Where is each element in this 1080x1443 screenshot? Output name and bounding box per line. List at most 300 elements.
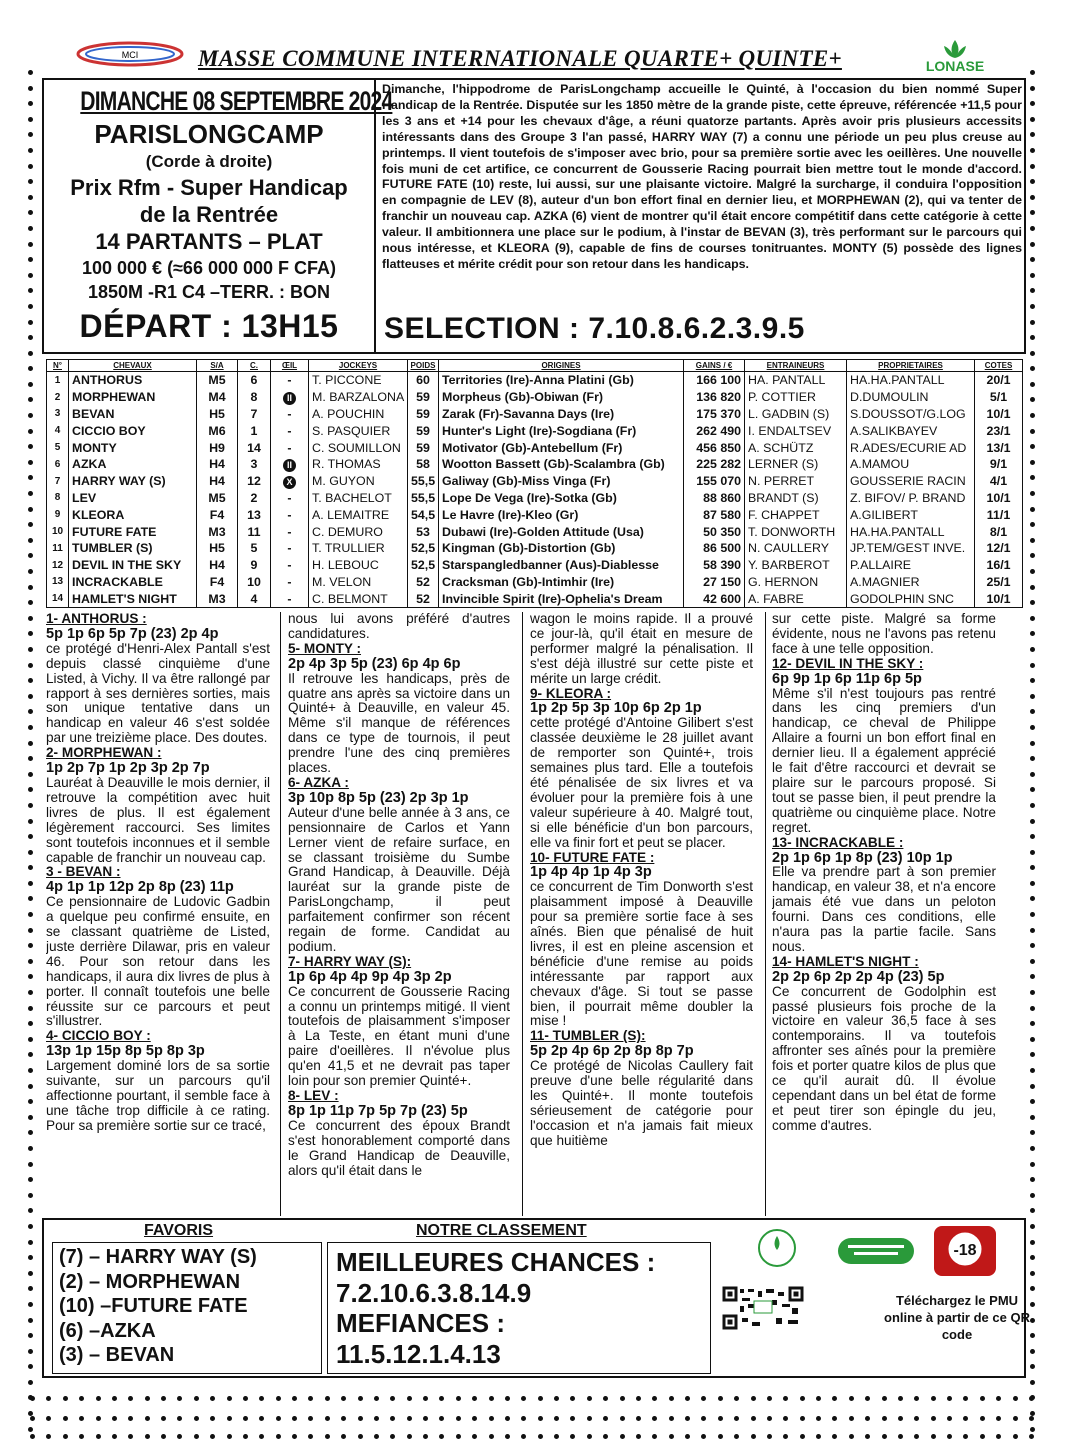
border-dot bbox=[28, 382, 33, 387]
border-dot bbox=[898, 1396, 903, 1401]
border-dot bbox=[423, 1416, 428, 1421]
table-cell: 86 500 bbox=[684, 540, 745, 557]
table-cell: 5 bbox=[238, 540, 271, 557]
border-dot bbox=[28, 1068, 33, 1073]
border-dot bbox=[1030, 616, 1035, 621]
border-dot bbox=[407, 1434, 412, 1439]
border-dot bbox=[28, 1224, 33, 1229]
table-cell: T. PICCONE bbox=[309, 372, 408, 389]
table-header-row bbox=[47, 360, 1023, 372]
horse-comment-title: 5- MONTY : bbox=[288, 640, 362, 656]
table-cell: Morpheus (Gb)-Obiwan (Fr) bbox=[439, 389, 684, 406]
table-cell: 166 100 bbox=[684, 372, 745, 389]
table-cell: M5 bbox=[197, 372, 238, 389]
table-cell: A.GILIBERT bbox=[847, 506, 975, 523]
blinkers-icon: II bbox=[283, 392, 296, 405]
border-dot bbox=[28, 663, 33, 668]
border-dot bbox=[1030, 117, 1035, 122]
border-dot bbox=[1030, 959, 1035, 964]
border-dot bbox=[570, 1416, 575, 1421]
race-header-box bbox=[42, 78, 1026, 354]
table-cell: 11 bbox=[238, 523, 271, 540]
border-dot bbox=[227, 1416, 232, 1421]
table-cell: 5 bbox=[47, 439, 69, 456]
border-dot bbox=[1030, 366, 1035, 371]
border-dot bbox=[28, 429, 33, 434]
mefiances-value: 11.5.12.1.4.13 bbox=[336, 1338, 501, 1369]
race-departure: DÉPART : 13H15 bbox=[79, 308, 339, 344]
border-dot bbox=[28, 1255, 33, 1260]
border-dot bbox=[947, 1434, 952, 1439]
border-dot bbox=[177, 1416, 182, 1421]
border-dot bbox=[276, 1416, 281, 1421]
horse-comment-title: 9- KLEORA : bbox=[530, 685, 612, 701]
table-cell: - bbox=[271, 540, 309, 557]
horse-comment-title: 3 - BEVAN : bbox=[46, 864, 121, 880]
table-cell: 13 bbox=[47, 574, 69, 591]
border-dot bbox=[1030, 304, 1035, 309]
border-dot bbox=[734, 1396, 739, 1401]
border-dot bbox=[79, 1396, 84, 1401]
table-cell: H. LEBOUC bbox=[309, 557, 408, 574]
border-dot bbox=[28, 1084, 33, 1089]
column-header: N° bbox=[47, 360, 69, 372]
border-dot bbox=[849, 1416, 854, 1421]
horse-form-line: 4p 1p 1p 12p 2p 8p (23) 11p bbox=[46, 879, 234, 896]
border-dot bbox=[96, 1396, 101, 1401]
border-dot bbox=[701, 1434, 706, 1439]
classement-box bbox=[327, 1242, 711, 1374]
comments-column-3 bbox=[530, 612, 753, 1216]
table-cell: 58 bbox=[408, 456, 439, 473]
border-dot bbox=[28, 413, 33, 418]
table-row bbox=[47, 506, 1023, 523]
table-cell: S. PASQUIER bbox=[309, 422, 408, 439]
border-dot bbox=[28, 896, 33, 901]
table-cell: 9 bbox=[238, 557, 271, 574]
border-dot bbox=[1030, 179, 1035, 184]
favori-item: (10) –FUTURE FATE bbox=[59, 1295, 248, 1317]
border-dot bbox=[28, 600, 33, 605]
border-dot bbox=[1030, 928, 1035, 933]
border-dot bbox=[1030, 569, 1035, 574]
border-dot bbox=[1030, 834, 1035, 839]
table-cell: - bbox=[271, 406, 309, 423]
border-dot bbox=[456, 1434, 461, 1439]
border-dot bbox=[28, 1286, 33, 1291]
border-dot bbox=[914, 1434, 919, 1439]
border-dot bbox=[145, 1416, 150, 1421]
border-dot bbox=[439, 1396, 444, 1401]
border-dot bbox=[1029, 1434, 1034, 1439]
table-cell: 50 350 bbox=[684, 523, 745, 540]
border-dot bbox=[1029, 1416, 1034, 1421]
table-cell: AZKA bbox=[69, 456, 197, 473]
horse-form-line: 13p 1p 15p 8p 5p 8p 3p bbox=[46, 1043, 205, 1060]
horse-comment-title: 14- HAMLET'S NIGHT : bbox=[772, 953, 919, 969]
race-purse: 100 000 € (≈66 000 000 F CFA) bbox=[81, 258, 337, 278]
table-cell: 6 bbox=[238, 372, 271, 389]
border-dot bbox=[1030, 553, 1035, 558]
border-dot bbox=[996, 1396, 1001, 1401]
border-dot bbox=[963, 1396, 968, 1401]
mefiances-label: MEFIANCES : bbox=[336, 1308, 505, 1338]
border-dot bbox=[947, 1396, 952, 1401]
border-dot bbox=[963, 1434, 968, 1439]
svg-text:MCI: MCI bbox=[121, 50, 139, 60]
border-dot bbox=[1030, 195, 1035, 200]
border-dot bbox=[767, 1396, 772, 1401]
table-cell: G. HERNON bbox=[745, 574, 847, 591]
table-row bbox=[47, 490, 1023, 507]
border-dot bbox=[30, 1434, 35, 1439]
border-dot bbox=[603, 1434, 608, 1439]
horse-comment-text: Elle va prendre part à son premier handicap, en valeur 38, et n'a encore jamais été vue dans un peloton fourni. Dans ces conditions, elle n'aura pas la partie facile. Sans nous. bbox=[772, 864, 996, 954]
border-dot bbox=[28, 709, 33, 714]
border-dot bbox=[79, 1434, 84, 1439]
horse-form-line: 1p 4p 4p 1p 4p 3p bbox=[530, 864, 652, 881]
table-cell: M6 bbox=[197, 422, 238, 439]
horse-form-line: 5p 2p 4p 6p 2p 8p 8p 7p bbox=[530, 1043, 694, 1060]
border-dot bbox=[636, 1416, 641, 1421]
border-dot bbox=[1030, 678, 1035, 683]
border-dot bbox=[1030, 491, 1035, 496]
table-cell: M. BARZALONA bbox=[309, 389, 408, 406]
table-cell: D.DUMOULIN bbox=[847, 389, 975, 406]
horse-form-line: 2p 1p 6p 1p 8p (23) 10p 1p bbox=[772, 849, 953, 866]
race-details: 1850M -R1 C4 –TERR. : BON bbox=[87, 282, 331, 302]
table-cell: FUTURE FATE bbox=[69, 523, 197, 540]
table-cell: Zarak (Fr)-Savanna Days (Ire) bbox=[439, 406, 684, 423]
column-header: C. bbox=[238, 360, 271, 372]
table-cell: 88 860 bbox=[684, 490, 745, 507]
table-cell: Lope De Vega (Ire)-Sotka (Gb) bbox=[439, 490, 684, 507]
border-dot bbox=[28, 226, 33, 231]
best-chances-label: MEILLEURES CHANCES : bbox=[336, 1247, 656, 1277]
table-cell: JP.TEM/GEST INVE. bbox=[847, 540, 975, 557]
border-dot bbox=[603, 1416, 608, 1421]
horse-form-line: 5p 1p 6p 5p 7p (23) 2p 4p bbox=[46, 625, 219, 642]
border-dot bbox=[28, 132, 33, 137]
border-dot bbox=[1030, 257, 1035, 262]
table-cell: A.SALIKBAYEV bbox=[847, 422, 975, 439]
border-dot bbox=[28, 850, 33, 855]
border-dot bbox=[1030, 1271, 1035, 1276]
border-dot bbox=[1013, 1434, 1018, 1439]
border-dot bbox=[1030, 1380, 1035, 1385]
table-cell: 6 bbox=[47, 456, 69, 473]
border-dot bbox=[145, 1434, 150, 1439]
table-cell: 1 bbox=[47, 372, 69, 389]
border-dot bbox=[1030, 70, 1035, 75]
border-dot bbox=[28, 1302, 33, 1307]
favoris-title: FAVORIS bbox=[144, 1222, 214, 1239]
border-dot bbox=[28, 288, 33, 293]
table-cell: HA.HA.PANTALL bbox=[847, 372, 975, 389]
border-dot bbox=[898, 1416, 903, 1421]
border-dot bbox=[980, 1434, 985, 1439]
lonase-logo bbox=[900, 38, 1010, 74]
border-dot bbox=[1030, 1099, 1035, 1104]
table-cell: M3 bbox=[197, 590, 238, 607]
border-dot bbox=[28, 522, 33, 527]
border-dot bbox=[292, 1416, 297, 1421]
border-dot bbox=[28, 507, 33, 512]
table-cell: 20/1 bbox=[975, 372, 1023, 389]
border-dot bbox=[1030, 850, 1035, 855]
border-dot bbox=[28, 1333, 33, 1338]
border-dot bbox=[28, 538, 33, 543]
table-cell: F4 bbox=[197, 506, 238, 523]
border-dot bbox=[865, 1416, 870, 1421]
border-dot bbox=[456, 1396, 461, 1401]
border-dot bbox=[28, 1021, 33, 1026]
border-dot bbox=[28, 1240, 33, 1245]
qr-code-icon[interactable] bbox=[722, 1286, 804, 1330]
border-dot bbox=[28, 491, 33, 496]
border-dot bbox=[1030, 429, 1035, 434]
race-date: DIMANCHE 08 SEPTEMBRE 2024 bbox=[80, 86, 393, 116]
table-cell: S.DOUSSOT/G.LOG bbox=[847, 406, 975, 423]
table-row bbox=[47, 523, 1023, 540]
column-header: JOCKEYS bbox=[309, 360, 408, 372]
horse-comment-title: 13- INCRACKABLE : bbox=[772, 834, 904, 850]
table-cell: A. POUCHIN bbox=[309, 406, 408, 423]
border-dot bbox=[28, 1146, 33, 1151]
border-dot bbox=[128, 1396, 133, 1401]
pmu-download-text: Téléchargez le PMU online à partir de ce QR code bbox=[884, 1293, 1030, 1342]
table-cell: N. CAULLERY bbox=[745, 540, 847, 557]
border-dot bbox=[1030, 663, 1035, 668]
horse-form-line: 3p 10p 8p 5p (23) 2p 3p 1p bbox=[288, 789, 469, 806]
border-dot bbox=[751, 1416, 756, 1421]
table-cell: 8 bbox=[238, 389, 271, 406]
table-cell: - bbox=[271, 523, 309, 540]
column-header: GAINS / € bbox=[684, 360, 745, 372]
horse-comment-text: Ce concurrent de Godolphin est passé plusieurs fois proche de la victoire en valeur 36,5 face à ses contemporains. Il va toutefois affronter ses aînés pour la première fois et porter quatre kilos de plus que ce qu'il aurait dû. Il évolue cependant dans un bel état de forme et peut tirer son épingle du jeu, comme d'autres. bbox=[772, 983, 996, 1133]
border-dot bbox=[538, 1434, 543, 1439]
table-cell: 59 bbox=[408, 406, 439, 423]
border-dot bbox=[28, 990, 33, 995]
table-cell: 14 bbox=[47, 590, 69, 607]
table-cell: 54,5 bbox=[408, 506, 439, 523]
border-dot bbox=[718, 1396, 723, 1401]
table-cell: - bbox=[271, 590, 309, 607]
border-dot bbox=[28, 1130, 33, 1135]
border-dot bbox=[145, 1396, 150, 1401]
border-dot bbox=[28, 1427, 33, 1432]
table-cell: 10 bbox=[47, 523, 69, 540]
border-dot bbox=[28, 553, 33, 558]
table-cell: M3 bbox=[197, 523, 238, 540]
border-dot bbox=[227, 1434, 232, 1439]
border-dot bbox=[161, 1434, 166, 1439]
border-dot bbox=[1030, 1193, 1035, 1198]
table-cell: Cracksman (Gb)-Intimhir (Ire) bbox=[439, 574, 684, 591]
table-cell: 3 bbox=[238, 456, 271, 473]
border-dot bbox=[259, 1416, 264, 1421]
table-cell: - bbox=[271, 439, 309, 456]
border-dot bbox=[1030, 585, 1035, 590]
border-dot bbox=[1030, 226, 1035, 231]
border-dot bbox=[1030, 164, 1035, 169]
favori-item: (3) – BEVAN bbox=[59, 1344, 175, 1366]
horse-comment-title: 10- FUTURE FATE : bbox=[530, 849, 655, 865]
table-cell: 12 bbox=[47, 557, 69, 574]
border-dot bbox=[505, 1434, 510, 1439]
border-dot bbox=[28, 242, 33, 247]
border-dot bbox=[1030, 1006, 1035, 1011]
border-dot bbox=[1030, 1052, 1035, 1057]
table-row bbox=[47, 473, 1023, 490]
border-dot bbox=[1030, 912, 1035, 917]
border-dot bbox=[96, 1416, 101, 1421]
border-dot bbox=[407, 1396, 412, 1401]
border-dot bbox=[456, 1416, 461, 1421]
table-cell: H4 bbox=[197, 557, 238, 574]
border-dot bbox=[28, 1177, 33, 1182]
border-dot bbox=[472, 1396, 477, 1401]
table-cell: P.ALLAIRE bbox=[847, 557, 975, 574]
horse-comment-title: 12- DEVIL IN THE SKY : bbox=[772, 655, 924, 671]
border-dot bbox=[1030, 1130, 1035, 1135]
border-dot bbox=[374, 1396, 379, 1401]
table-cell: 3 bbox=[47, 406, 69, 423]
border-dot bbox=[1013, 1396, 1018, 1401]
border-dot bbox=[28, 631, 33, 636]
horse-comment-title: 7- HARRY WAY (S): bbox=[288, 953, 412, 969]
border-dot bbox=[489, 1434, 494, 1439]
border-dot bbox=[177, 1396, 182, 1401]
border-dot bbox=[46, 1396, 51, 1401]
border-dot bbox=[63, 1416, 68, 1421]
border-dot bbox=[423, 1434, 428, 1439]
horse-comment-title: 2- MORPHEWAN : bbox=[46, 745, 162, 761]
age-restriction-icon bbox=[932, 1224, 998, 1278]
horse-comment-title: 6- AZKA : bbox=[288, 774, 349, 790]
table-cell: 53 bbox=[408, 523, 439, 540]
runners-table bbox=[46, 359, 1023, 608]
border-dot bbox=[832, 1396, 837, 1401]
border-dot bbox=[963, 1416, 968, 1421]
table-cell: 52 bbox=[408, 574, 439, 591]
border-dot bbox=[194, 1396, 199, 1401]
border-dot bbox=[28, 694, 33, 699]
border-dot bbox=[1030, 1427, 1035, 1432]
border-dot bbox=[1030, 444, 1035, 449]
favori-item: (6) –AZKA bbox=[59, 1319, 156, 1342]
border-dot bbox=[1030, 600, 1035, 605]
horse-comment-title: 1- ANTHORUS : bbox=[46, 612, 147, 626]
border-dot bbox=[1030, 1224, 1035, 1229]
border-dot bbox=[28, 725, 33, 730]
border-dot bbox=[1030, 1084, 1035, 1089]
border-dot bbox=[816, 1416, 821, 1421]
table-cell: T. TRULLIER bbox=[309, 540, 408, 557]
horse-comment-title: 8- LEV : bbox=[288, 1088, 339, 1103]
border-dot bbox=[79, 1416, 84, 1421]
border-dot bbox=[1030, 741, 1035, 746]
comments-column-2 bbox=[288, 612, 510, 1216]
horse-comment-text: Il retrouve les handicaps, près de quatre ans après sa victoire dans un Quinté+ à Deauville, en valeur 45. Même s'il manque de références dans ce type de tournois, il peut prendre l'une des cinq premières places. bbox=[288, 670, 510, 776]
border-dot bbox=[128, 1434, 133, 1439]
table-cell: I. ENDALTSEV bbox=[745, 422, 847, 439]
table-cell: 27 150 bbox=[684, 574, 745, 591]
table-cell: MORPHEWAN bbox=[69, 389, 197, 406]
table-cell: HAMLET'S NIGHT bbox=[69, 590, 197, 607]
border-dot bbox=[570, 1434, 575, 1439]
table-cell: 16/1 bbox=[975, 557, 1023, 574]
bottom-dot-border-2 bbox=[30, 1416, 1034, 1422]
border-dot bbox=[194, 1434, 199, 1439]
border-dot bbox=[28, 257, 33, 262]
border-dot bbox=[28, 974, 33, 979]
border-dot bbox=[620, 1434, 625, 1439]
border-dot bbox=[325, 1434, 330, 1439]
table-row bbox=[47, 422, 1023, 439]
border-dot bbox=[325, 1416, 330, 1421]
classement-title: NOTRE CLASSEMENT bbox=[416, 1222, 587, 1239]
border-dot bbox=[767, 1416, 772, 1421]
table-cell: A.MAMOU bbox=[847, 456, 975, 473]
border-dot bbox=[28, 803, 33, 808]
border-dot bbox=[28, 335, 33, 340]
table-cell: - bbox=[271, 557, 309, 574]
border-dot bbox=[28, 943, 33, 948]
border-dot bbox=[1030, 210, 1035, 215]
right-dot-border bbox=[1028, 70, 1036, 1433]
table-cell: T. DONWORTH bbox=[745, 523, 847, 540]
border-dot bbox=[1030, 881, 1035, 886]
table-cell: Dubawi (Ire)-Golden Attitude (Usa) bbox=[439, 523, 684, 540]
table-cell: H4 bbox=[197, 456, 238, 473]
comments-column-1 bbox=[46, 612, 270, 1216]
border-dot bbox=[28, 1364, 33, 1369]
green-badge-icon bbox=[836, 1236, 916, 1266]
table-cell: INCRACKABLE bbox=[69, 574, 197, 591]
border-dot bbox=[1030, 1208, 1035, 1213]
border-dot bbox=[28, 1162, 33, 1167]
table-cell: 55,5 bbox=[408, 473, 439, 490]
border-dot bbox=[308, 1416, 313, 1421]
border-dot bbox=[28, 647, 33, 652]
table-cell: Le Havre (Ire)-Kleo (Gr) bbox=[439, 506, 684, 523]
border-dot bbox=[28, 1193, 33, 1198]
horse-form-line: 2p 4p 3p 5p (23) 6p 4p 6p bbox=[288, 655, 461, 672]
table-cell: HARRY WAY (S) bbox=[69, 473, 197, 490]
border-dot bbox=[1030, 335, 1035, 340]
border-dot bbox=[882, 1434, 887, 1439]
mci-logo bbox=[75, 40, 185, 68]
border-dot bbox=[1030, 273, 1035, 278]
column-divider bbox=[280, 612, 281, 1216]
border-dot bbox=[1030, 148, 1035, 153]
table-cell: ANTHORUS bbox=[69, 372, 197, 389]
border-dot bbox=[259, 1434, 264, 1439]
responsible-gaming-logo bbox=[752, 1228, 802, 1272]
border-dot bbox=[308, 1434, 313, 1439]
horse-comment-text: sur cette piste. Malgré sa forme évidente, nous ne l'avons pas retenu face à une telle opposition. bbox=[772, 612, 996, 656]
border-dot bbox=[931, 1434, 936, 1439]
border-dot bbox=[554, 1416, 559, 1421]
border-dot bbox=[374, 1416, 379, 1421]
horse-comment-text: cette protégé d'Antoine Gilibert s'est classée deuxième le 28 juillet avant de remporter son Quinté+, trois semaines plus tard. Elle a toutefois été pénalisée de six livres et va évoluer pour la première fois à une valeur supérieure à 40. Malgré tout, si elle bénéficie d'un bon parcours, elle va finir fort et peut se placer. bbox=[530, 715, 753, 850]
border-dot bbox=[63, 1434, 68, 1439]
border-dot bbox=[1030, 397, 1035, 402]
border-dot bbox=[898, 1434, 903, 1439]
table-cell: TUMBLER (S) bbox=[69, 540, 197, 557]
border-dot bbox=[1030, 943, 1035, 948]
